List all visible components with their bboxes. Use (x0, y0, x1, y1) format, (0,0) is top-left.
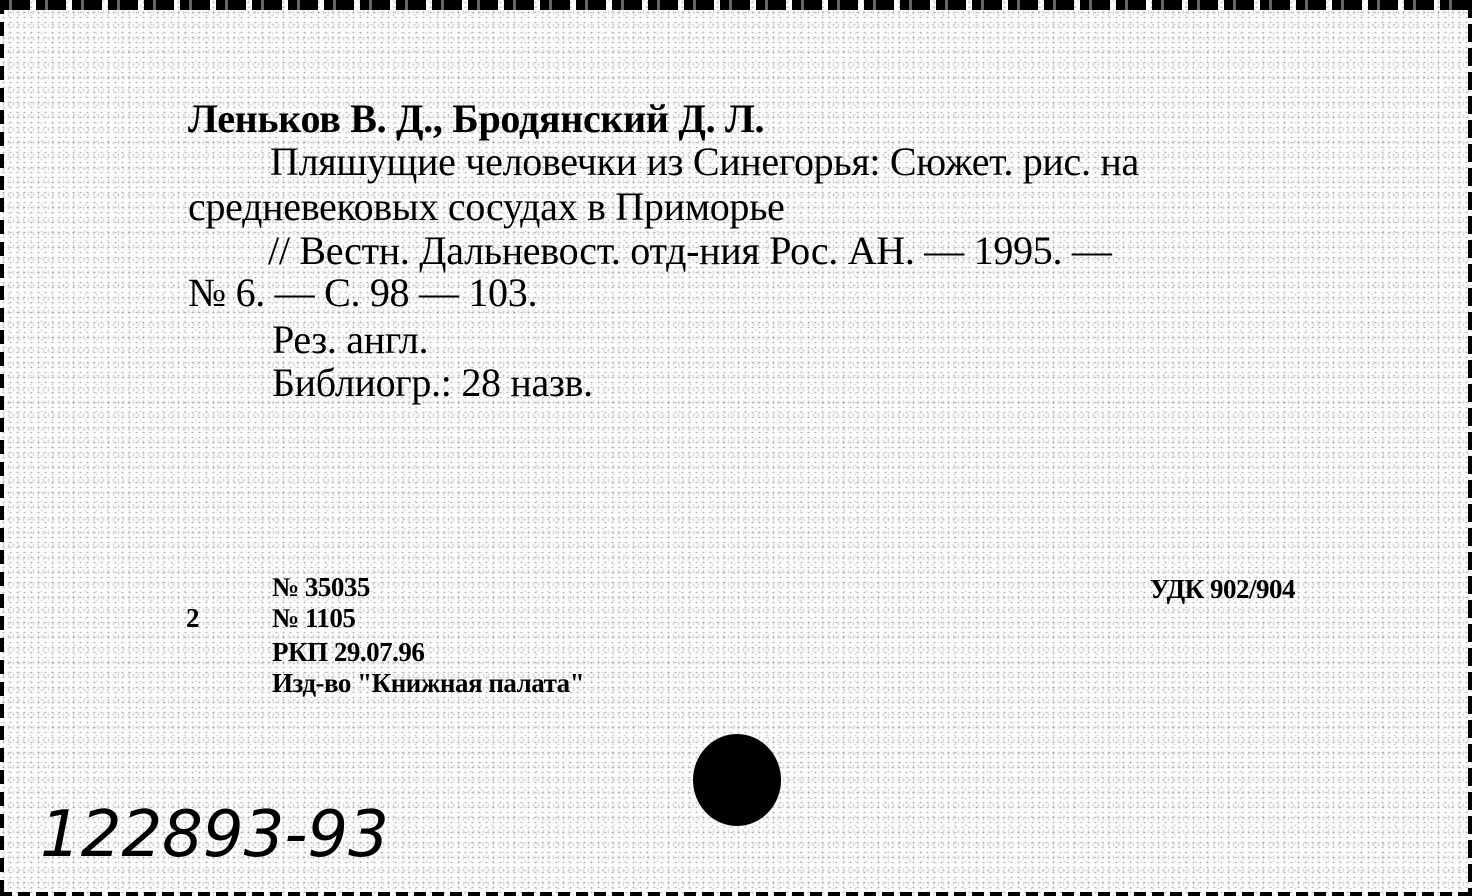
registry-number: № 35035 (272, 572, 370, 602)
summary-note: Рез. англ. (272, 317, 429, 362)
card-left-edge (0, 0, 4, 896)
punch-hole (693, 734, 781, 826)
title-line-2: средневековых сосудах в Приморье (188, 184, 785, 229)
title-line-1: Пляшущие человечки из Синегорья: Сюжет. рис. на (270, 139, 1139, 184)
authors: Леньков В. Д., Бродянский Д. Л. (188, 96, 765, 141)
udc-code: УДК 902/904 (1150, 574, 1295, 604)
source-line-2: № 6. — С. 98 — 103. (188, 270, 538, 315)
publisher: Изд-во "Книжная палата" (272, 668, 585, 698)
card-bottom-edge (0, 892, 1472, 896)
source-line-1: // Вестн. Дальневост. отд-ния Рос. АН. — 1995. — (268, 228, 1112, 273)
card-right-edge (1468, 0, 1472, 896)
handwritten-number-text: 122893-93 (40, 798, 389, 872)
copies-count: 2 (186, 603, 199, 633)
handwritten-number (36, 790, 476, 872)
registry-number-2: № 1105 (272, 603, 356, 633)
card-top-edge (0, 0, 1472, 10)
registry-date: РКП 29.07.96 (272, 637, 425, 667)
bibliography-note: Библиогр.: 28 назв. (272, 360, 593, 405)
